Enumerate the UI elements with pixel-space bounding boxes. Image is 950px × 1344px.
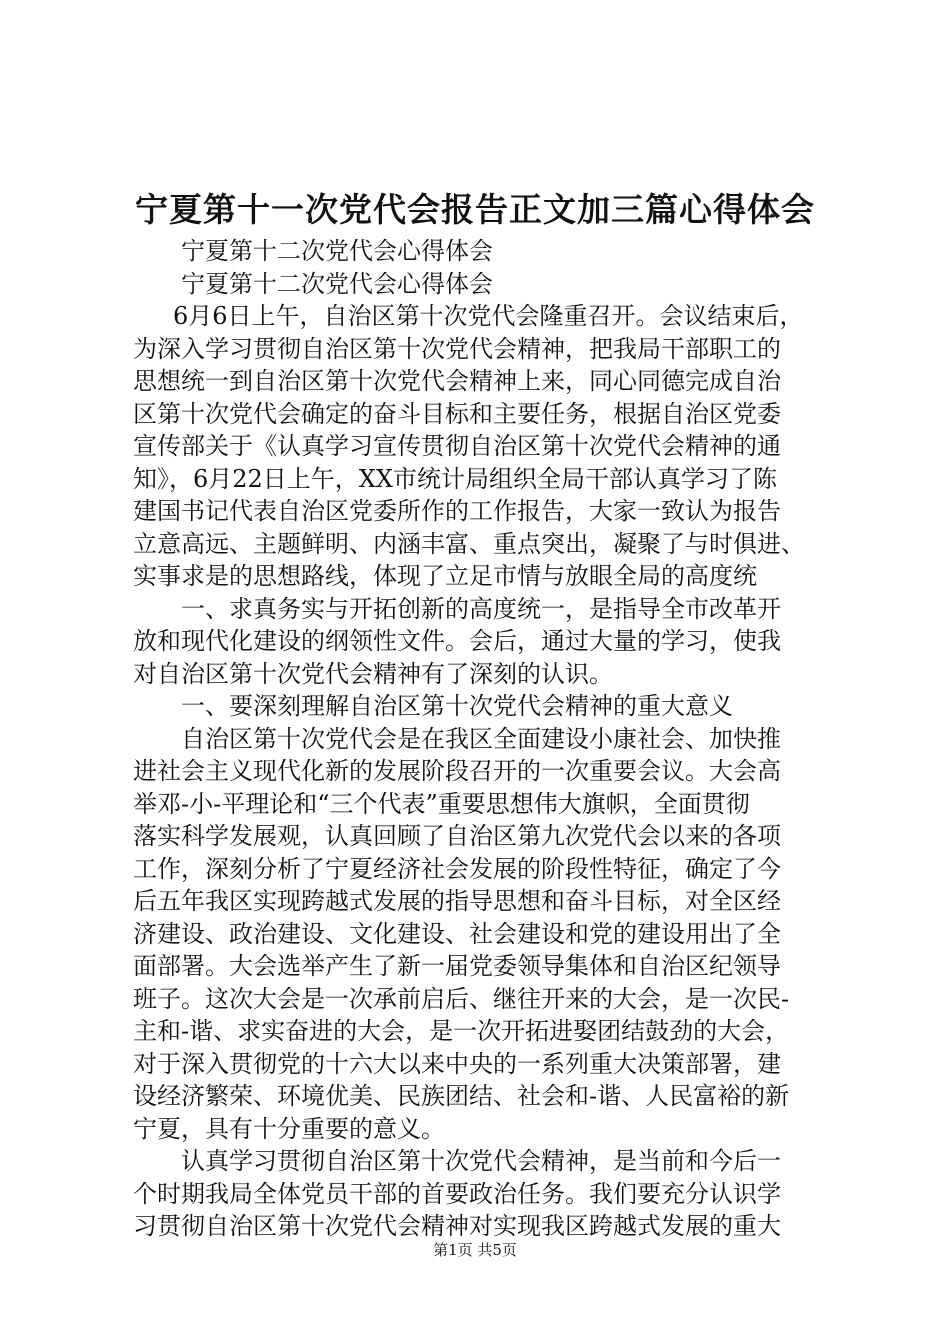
paragraph-line: 放和现代化建设的纲领性文件。会后，通过大量的学习，使我 <box>133 627 781 655</box>
paragraph-line: 知》，6月22日上午，XX市统计局组织全局干部认真学习了陈 <box>133 464 777 493</box>
document-title: 宁夏第十一次党代会报告正文加三篇心得体会 <box>135 190 815 229</box>
paragraph-line: 建国书记代表自治区党委所作的工作报告，大家一致认为报告 <box>133 497 781 525</box>
paragraph-line: 宣传部关于《认真学习宣传贯彻自治区第十次党代会精神的通 <box>133 432 781 460</box>
paragraph-line: 宁夏，具有十分重要的意义。 <box>133 1114 445 1143</box>
paragraph-line: 区第十次党代会确定的奋斗目标和主要任务，根据自治区党委 <box>133 399 781 428</box>
paragraph-line: 认真学习贯彻自治区第十次党代会精神，是当前和今后一 <box>181 1147 781 1175</box>
page-footer: 第1页 共5页 <box>433 1241 517 1259</box>
paragraph-line: 班子。这次大会是一次承前启后、继往开来的大会，是一次民- <box>133 984 790 1013</box>
paragraph-line: 进社会主义现代化新的发展阶段召开的一次重要会议。大会高 <box>133 757 781 785</box>
paragraph-line: 面部署。大会选举产生了新一届党委领导集体和自治区纪领导 <box>133 952 781 980</box>
paragraph-line: 设经济繁荣、环境优美、民族团结、社会和-谐、人民富裕的新 <box>133 1082 790 1110</box>
section-heading: 一、要深刻理解自治区第十次党代会精神的重大意义 <box>181 692 733 720</box>
paragraph-line: 为深入学习贯彻自治区第十次党代会精神，把我局干部职工的 <box>133 334 781 363</box>
paragraph-line: 6月6日上午，自治区第十次党代会隆重召开。会议结束后， <box>173 302 804 330</box>
paragraph-line: 后五年我区实现跨越式发展的指导思想和奋斗目标，对全区经 <box>133 887 781 915</box>
paragraph-line: 主和-谐、求实奋进的大会，是一次开拓进娶团结鼓劲的大会， <box>133 1017 790 1045</box>
paragraph-line: 个时期我局全体党员干部的首要政治任务。我们要充分认识学 <box>133 1179 781 1208</box>
paragraph-line: 立意高远、主题鲜明、内涵丰富、重点突出，凝聚了与时俱进、 <box>133 529 805 558</box>
paragraph-line: 落实科学发展观，认真回顾了自治区第九次党代会以来的各项 <box>133 822 781 850</box>
subtitle-line: 宁夏第十二次党代会心得体会 <box>181 269 493 298</box>
paragraph-line: 自治区第十次党代会是在我区全面建设小康社会、加快推 <box>181 724 781 753</box>
paragraph-line: 习贯彻自治区第十次党代会精神对实现我区跨越式发展的重大 <box>133 1212 781 1240</box>
paragraph-line: 举邓-小-平理论和“三个代表”重要思想伟大旗帜，全面贯彻 <box>133 789 750 818</box>
document-body <box>133 235 833 1243</box>
paragraph-line: 对于深入贯彻党的十六大以来中央的一系列重大决策部署，建 <box>133 1049 781 1078</box>
paragraph-line: 思想统一到自治区第十次党代会精神上来，同心同德完成自治 <box>133 367 781 395</box>
paragraph-line: 实事求是的思想路线，体现了立足市情与放眼全局的高度统 <box>133 562 757 590</box>
paragraph-line: 济建设、政治建设、文化建设、社会建设和党的建设用出了全 <box>133 919 781 948</box>
subtitle-line: 宁夏第十二次党代会心得体会 <box>181 237 493 265</box>
paragraph-line: 一、求真务实与开拓创新的高度统一，是指导全市改革开 <box>181 594 781 623</box>
paragraph-line: 对自治区第十次党代会精神有了深刻的认识。 <box>133 659 613 688</box>
paragraph-line: 工作，深刻分析了宁夏经济社会发展的阶段性特征，确定了今 <box>133 854 781 883</box>
